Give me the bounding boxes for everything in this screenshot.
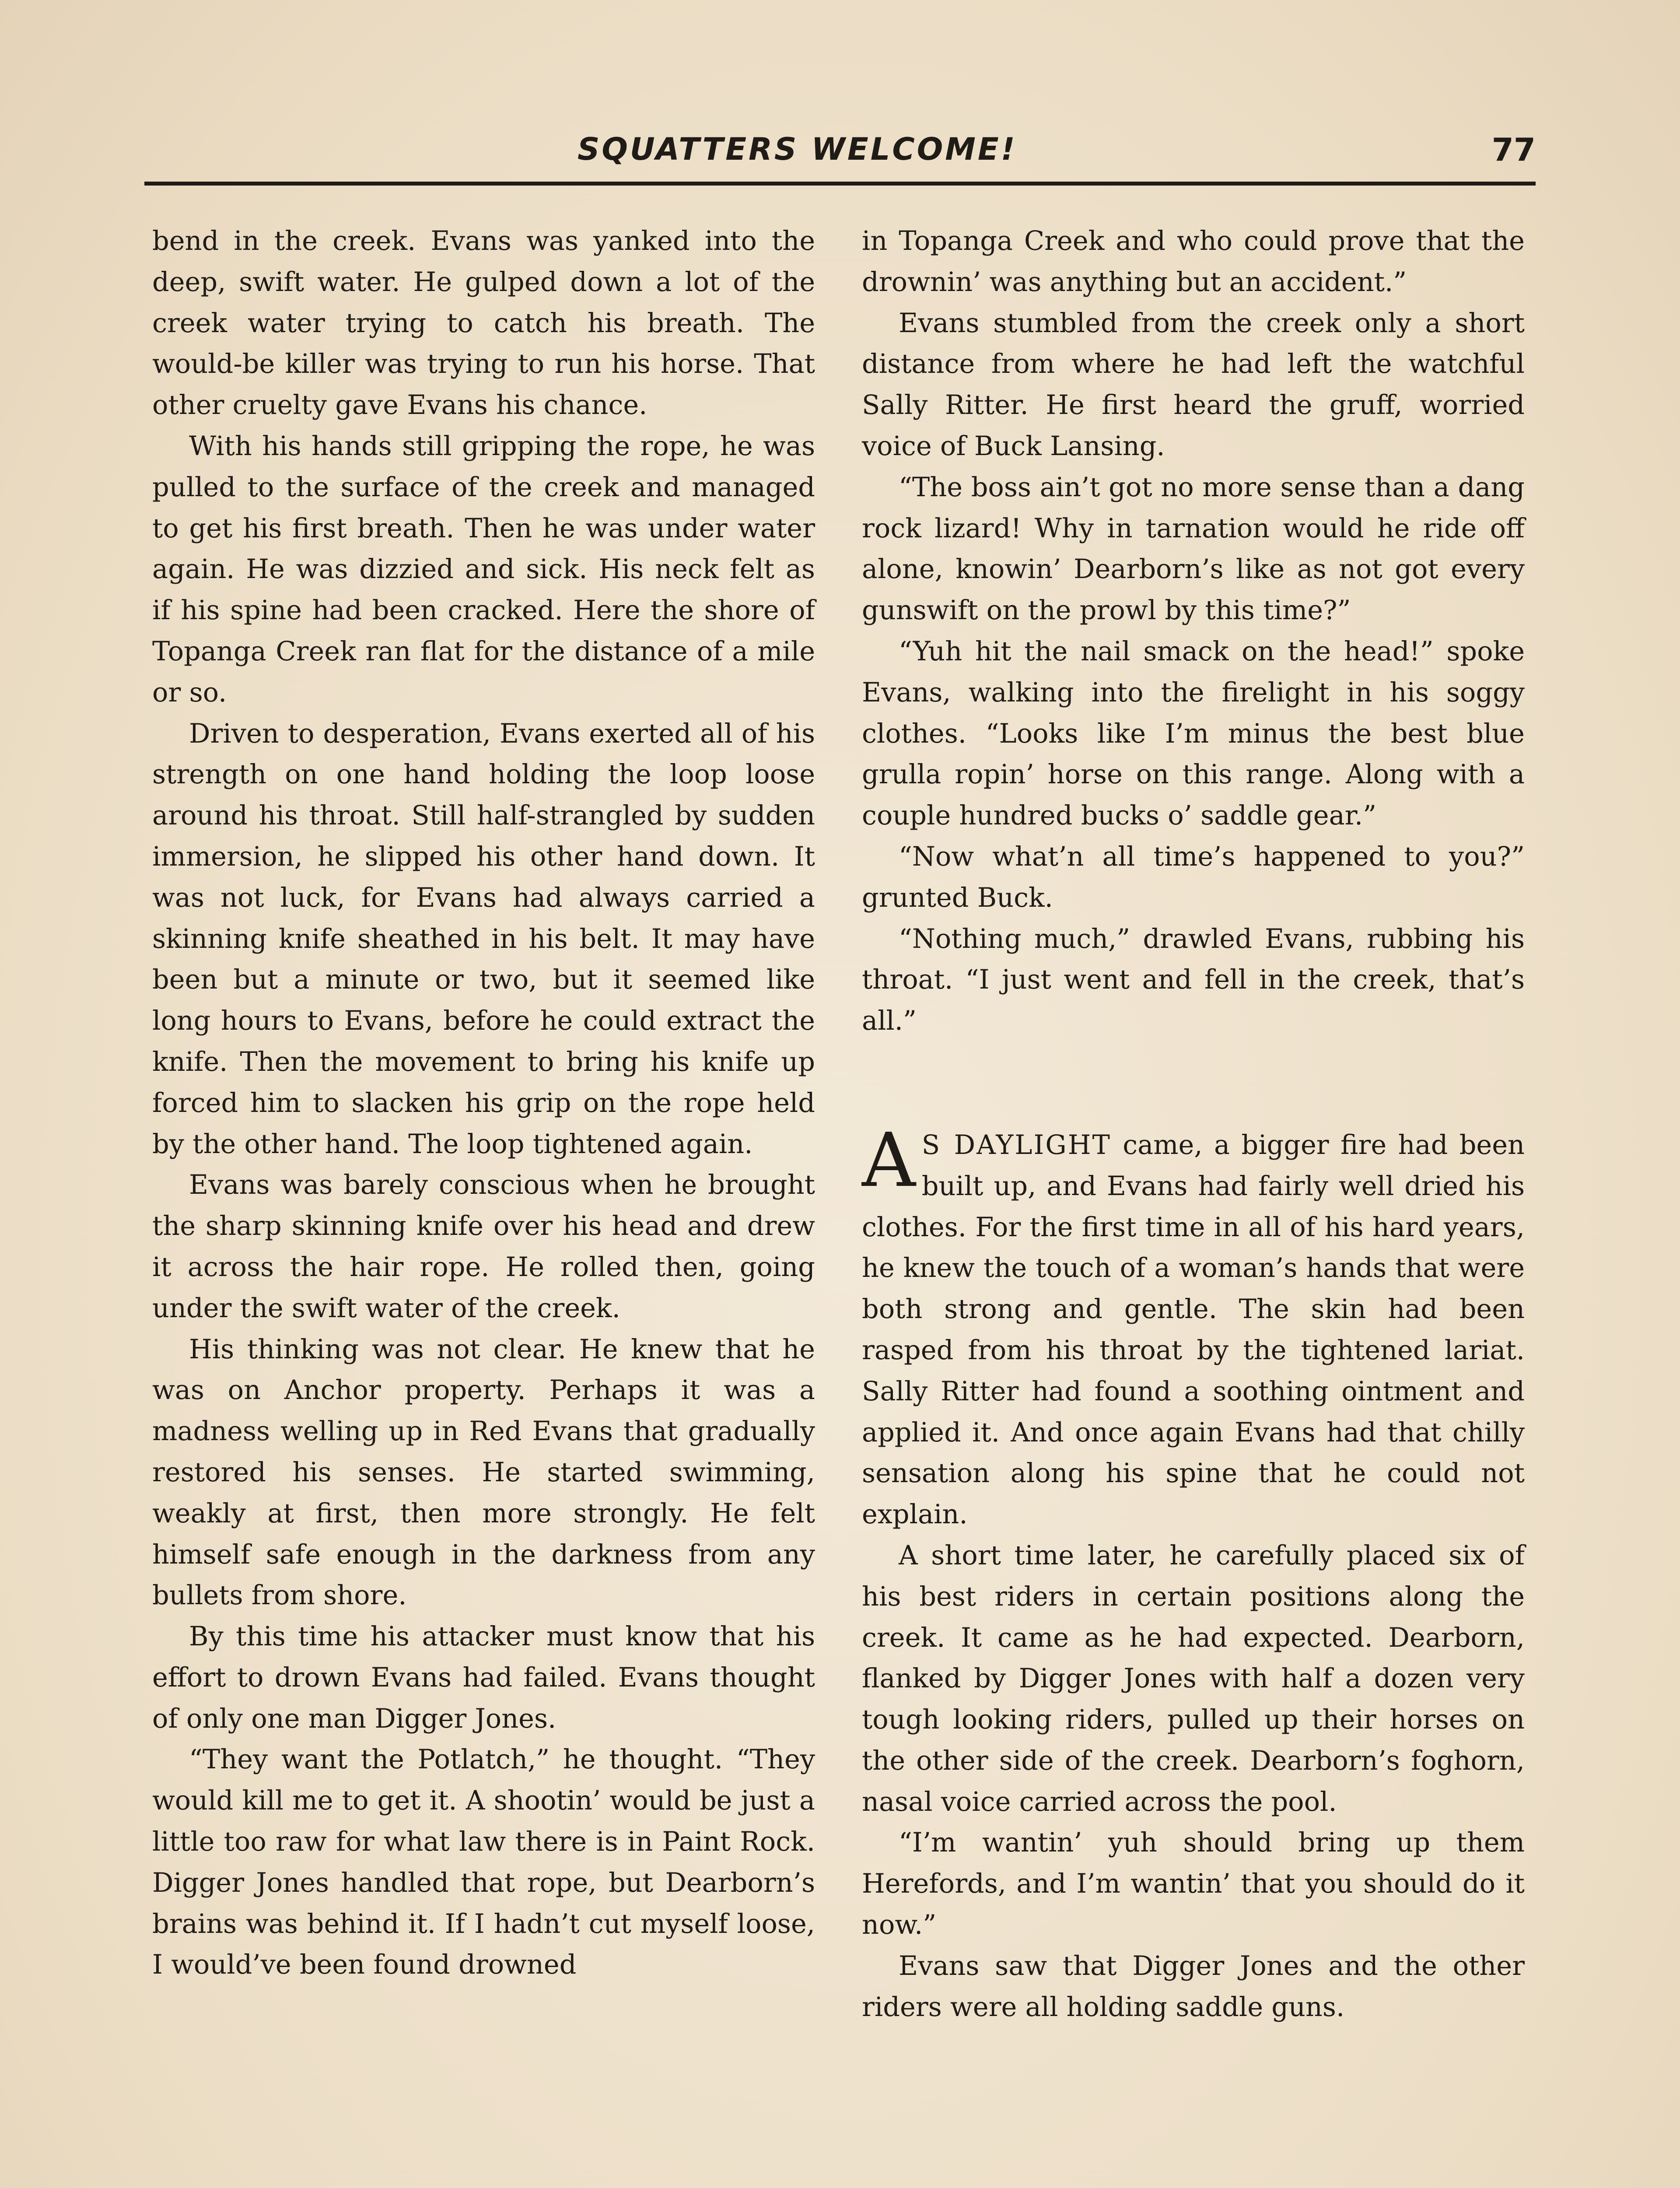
paragraph: With his hands still gripping the rope, he was pulled to the surface of the creek and managed to get his first breath. Then he was under water again. He was dizzied and sick. His neck felt as if his spine had been cracked. Here the shore of Topanga Creek ran flat for the distance of a mile or so. [152, 431, 815, 708]
paragraph: Driven to desperation, Evans exerted all of his strength on one hand holding the loop loose around his throat. Still half-strangled by sudden immersion, he slipped his other hand down. It was not luck, for Evans had always carried a skinning knife sheathed in his belt. It may have been but a minute or two, but it seemed like long hours to Evans, before he could extract the knife. Then the movement to bring his knife up forced him to slacken his grip on the rope held by the other hand. The loop tightened again. [152, 718, 815, 1160]
left-column [152, 221, 815, 1986]
page-header [144, 131, 1536, 179]
paragraph: His thinking was not clear. He knew that he was on Anchor property. Perhaps it was a madness welling up in Red Evans that gradually restored his senses. He started swimming, weakly at first, then more strongly. He felt himself safe enough in the darkness from any bullets from shore. [152, 1334, 815, 1611]
paragraph: “The boss ain’t got no more sense than a dang rock lizard! Why in tarnation would he ride off alone, knowin’ Dearborn’s like as not got every gunswift on the prowl by this time?” [862, 472, 1525, 626]
paragraph: “Now what’n all time’s happened to you?” grunted Buck. [862, 841, 1525, 913]
header-rule [144, 182, 1536, 186]
paragraph: “Nothing much,” drawled Evans, rubbing his throat. “I just went and fell in the creek, that’s all.” [862, 923, 1525, 1037]
paragraph: in Topanga Creek and who could prove that the drownin’ was anything but an accident.” [862, 226, 1525, 298]
drop-cap: A [862, 1117, 916, 1204]
section-text: came, a bigger fire had been built up, and Evans had fairly well dried his clothes. For the first time in all of his hard years, he knew the touch of a woman’s hands that were both strong and gentle. The skin had been rasped from his throat by the tightened lariat. Sally Ritter had found a soothing ointment and applied it. And once again Evans had that chilly sensation along his spine that he could not explain. [862, 1129, 1525, 1530]
section-opening-paragraph [862, 1117, 1525, 1536]
running-title: SQUATTERS WELCOME! [578, 131, 1017, 167]
paragraph: “I’m wantin’ yuh should bring up them Herefords, and I’m wantin’ that you should do it now.” [862, 1827, 1525, 1941]
paragraph: “They want the Potlatch,” he thought. “They would kill me to get it. A shootin’ would be just a little too raw for what law there is in Paint Rock. Digger Jones handled that rope, but Dearborn’s brains was behind it. If I hadn’t cut myself loose, I would’ve been found drowned [152, 1744, 815, 1981]
right-column [862, 221, 1525, 2028]
lead-in: S DAYLIGHT [921, 1129, 1111, 1161]
paragraph: Evans saw that Digger Jones and the other riders were all holding saddle guns. [862, 1950, 1525, 2023]
page-number: 77 [1491, 131, 1536, 168]
paragraph: Evans stumbled from the creek only a short distance from where he had left the watchful Sally Ritter. He first heard the gruff, worried voice of Buck Lansing. [862, 308, 1525, 462]
paragraph: Evans was barely conscious when he brought the sharp skinning knife over his head and drew it across the hair rope. He rolled then, going under the swift water of the creek. [152, 1170, 815, 1324]
paragraph: bend in the creek. Evans was yanked into the deep, swift water. He gulped down a lot of the creek water trying to catch his breath. The would-be killer was trying to run his horse. That other cruelty gave Evans his chance. [152, 226, 815, 421]
paragraph: By this time his attacker must know that his effort to drown Evans had failed. Evans thought of only one man Digger Jones. [152, 1621, 815, 1734]
paragraph: “Yuh hit the nail smack on the head!” spoke Evans, walking into the firelight in his soggy clothes. “Looks like I’m minus the best blue grulla ropin’ horse on this range. Along with a couple hundred bucks o’ saddle gear.” [862, 636, 1525, 831]
paragraph: A short time later, he carefully placed six of his best riders in certain positions along the creek. It came as he had expected. Dearborn, flanked by Digger Jones with half a dozen very tough looking riders, pulled up their horses on the other side of the creek. Dearborn’s foghorn, nasal voice carried across the pool. [862, 1540, 1525, 1817]
